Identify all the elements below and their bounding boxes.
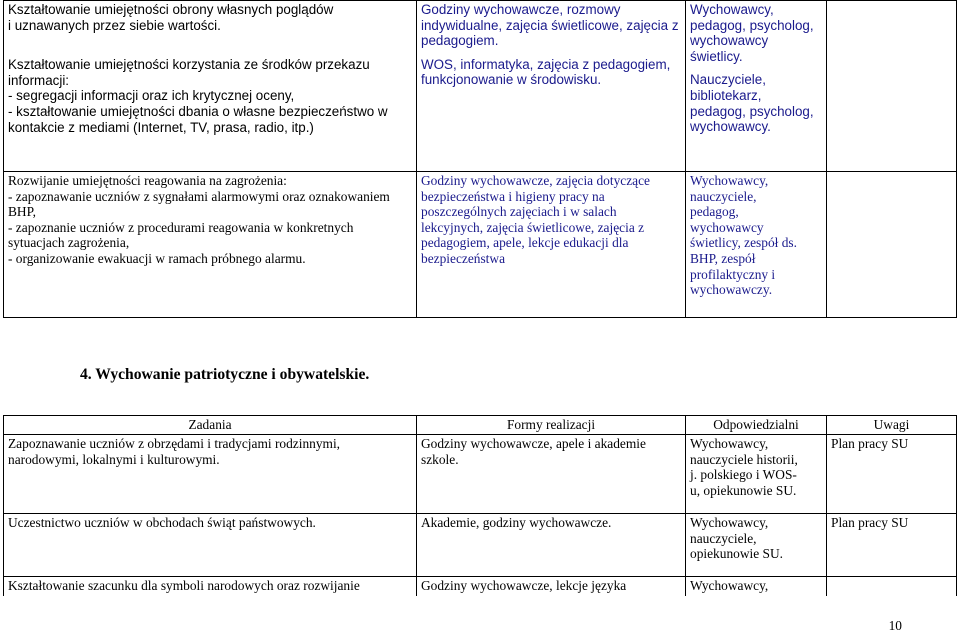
forms-cell xyxy=(417,435,686,514)
responsible-text: Wychowawcy, pedagog, psycholog, wychowawcy świetlicy. xyxy=(690,2,814,64)
forms-cell xyxy=(417,172,686,318)
table-row xyxy=(4,435,957,514)
column-header: Formy realizacji xyxy=(417,416,686,435)
table-row xyxy=(4,514,957,577)
column-header: Uwagi xyxy=(827,416,957,435)
table-row xyxy=(4,1,957,172)
forms-text: Godziny wychowawcze, apele i akademie szkole. xyxy=(421,436,646,467)
forms-text: Godziny wychowawcze, zajęcia dotyczące bezpieczeństwa i higieny pracy na poszczególnych zajęciach i w salach lekcyjnych, zajęcia świetlicowe, zajęcia z pedagogiem, apele, lekcje edukacji dla bezpieczeństwa xyxy=(421,173,651,266)
notes-cell xyxy=(827,514,957,577)
notes-cell xyxy=(827,172,957,318)
section-heading: 4. Wychowanie patriotyczne i obywatelskie. xyxy=(80,366,370,383)
responsible-cell xyxy=(686,435,827,514)
notes-cell xyxy=(827,435,957,514)
table-header-row xyxy=(4,416,957,435)
task-cell xyxy=(4,172,417,318)
column-header: Odpowiedzialni xyxy=(686,416,827,435)
responsible-text: Wychowawcy, nauczyciele historii, j. polskiego i WOS- u, opiekunowie SU. xyxy=(690,436,798,498)
notes-cell xyxy=(827,577,957,597)
forms-text: Godziny wychowawcze, rozmowy indywidualne, zajęcia świetlicowe, zajęcia z pedagogiem. xyxy=(421,2,679,49)
forms-text: Godziny wychowawcze, lekcje języka xyxy=(421,578,627,593)
responsible-cell xyxy=(686,172,827,318)
task-text: Kształtowanie umiejętności obrony własnych poglądów i uznawanych przez siebie wartości. xyxy=(8,2,334,33)
responsible-text: Wychowawcy, xyxy=(690,578,769,593)
notes-text: Plan pracy SU xyxy=(831,515,909,530)
notes-cell xyxy=(827,1,957,172)
forms-cell xyxy=(417,577,686,597)
task-text: Kształtowanie umiejętności korzystania ze środków przekazu informacji: - segregacji informacji oraz ich krytycznej oceny, - kształtowanie umiejętności dbania o własne bezpieczeństwo w kontakcie z mediami (Internet, TV, prasa, radio, itp.) xyxy=(8,57,388,135)
page-number: 10 xyxy=(888,618,902,633)
task-text: Uczestnictwo uczniów w obchodach świąt państwowych. xyxy=(8,515,316,530)
responsible-text: Nauczyciele, bibliotekarz, pedagog, psycholog, wychowawcy. xyxy=(690,72,814,135)
forms-text: WOS, informatyka, zajęcia z pedagogiem, funkcjonowanie w środowisku. xyxy=(421,56,671,88)
task-cell xyxy=(4,1,417,172)
task-text: Kształtowanie szacunku dla symboli narodowych oraz rozwijanie xyxy=(8,578,360,593)
lower-table xyxy=(3,415,957,596)
responsible-text: Wychowawcy, nauczyciele, pedagog, wychowawcy świetlicy, zespół ds. BHP, zespół profilaktyczny i wychowawczy. xyxy=(690,173,797,298)
column-header: Zadania xyxy=(4,416,417,435)
table-row xyxy=(4,577,957,597)
responsible-cell xyxy=(686,1,827,172)
task-text: Zapoznawanie uczniów z obrzędami i tradycjami rodzinnymi, narodowymi, lokalnymi i kulturowymi. xyxy=(8,436,341,467)
forms-text: Akademie, godziny wychowawcze. xyxy=(421,515,612,530)
task-cell xyxy=(4,435,417,514)
table-row xyxy=(4,172,957,318)
task-cell xyxy=(4,577,417,597)
task-cell xyxy=(4,514,417,577)
responsible-cell xyxy=(686,577,827,597)
upper-table xyxy=(3,0,957,318)
responsible-cell xyxy=(686,514,827,577)
task-text: Rozwijanie umiejętności reagowania na zagrożenia: - zapoznawanie uczniów z sygnałami alarmowymi oraz oznakowaniem BHP, - zapoznanie uczniów z procedurami reagowania w konkretnych sytuacjach zagrożenia, - organizowanie ewakuacji w ramach próbnego alarmu. xyxy=(8,173,390,266)
responsible-text: Wychowawcy, nauczyciele, opiekunowie SU. xyxy=(690,515,783,562)
notes-text: Plan pracy SU xyxy=(831,436,909,451)
forms-cell xyxy=(417,514,686,577)
forms-cell xyxy=(417,1,686,172)
